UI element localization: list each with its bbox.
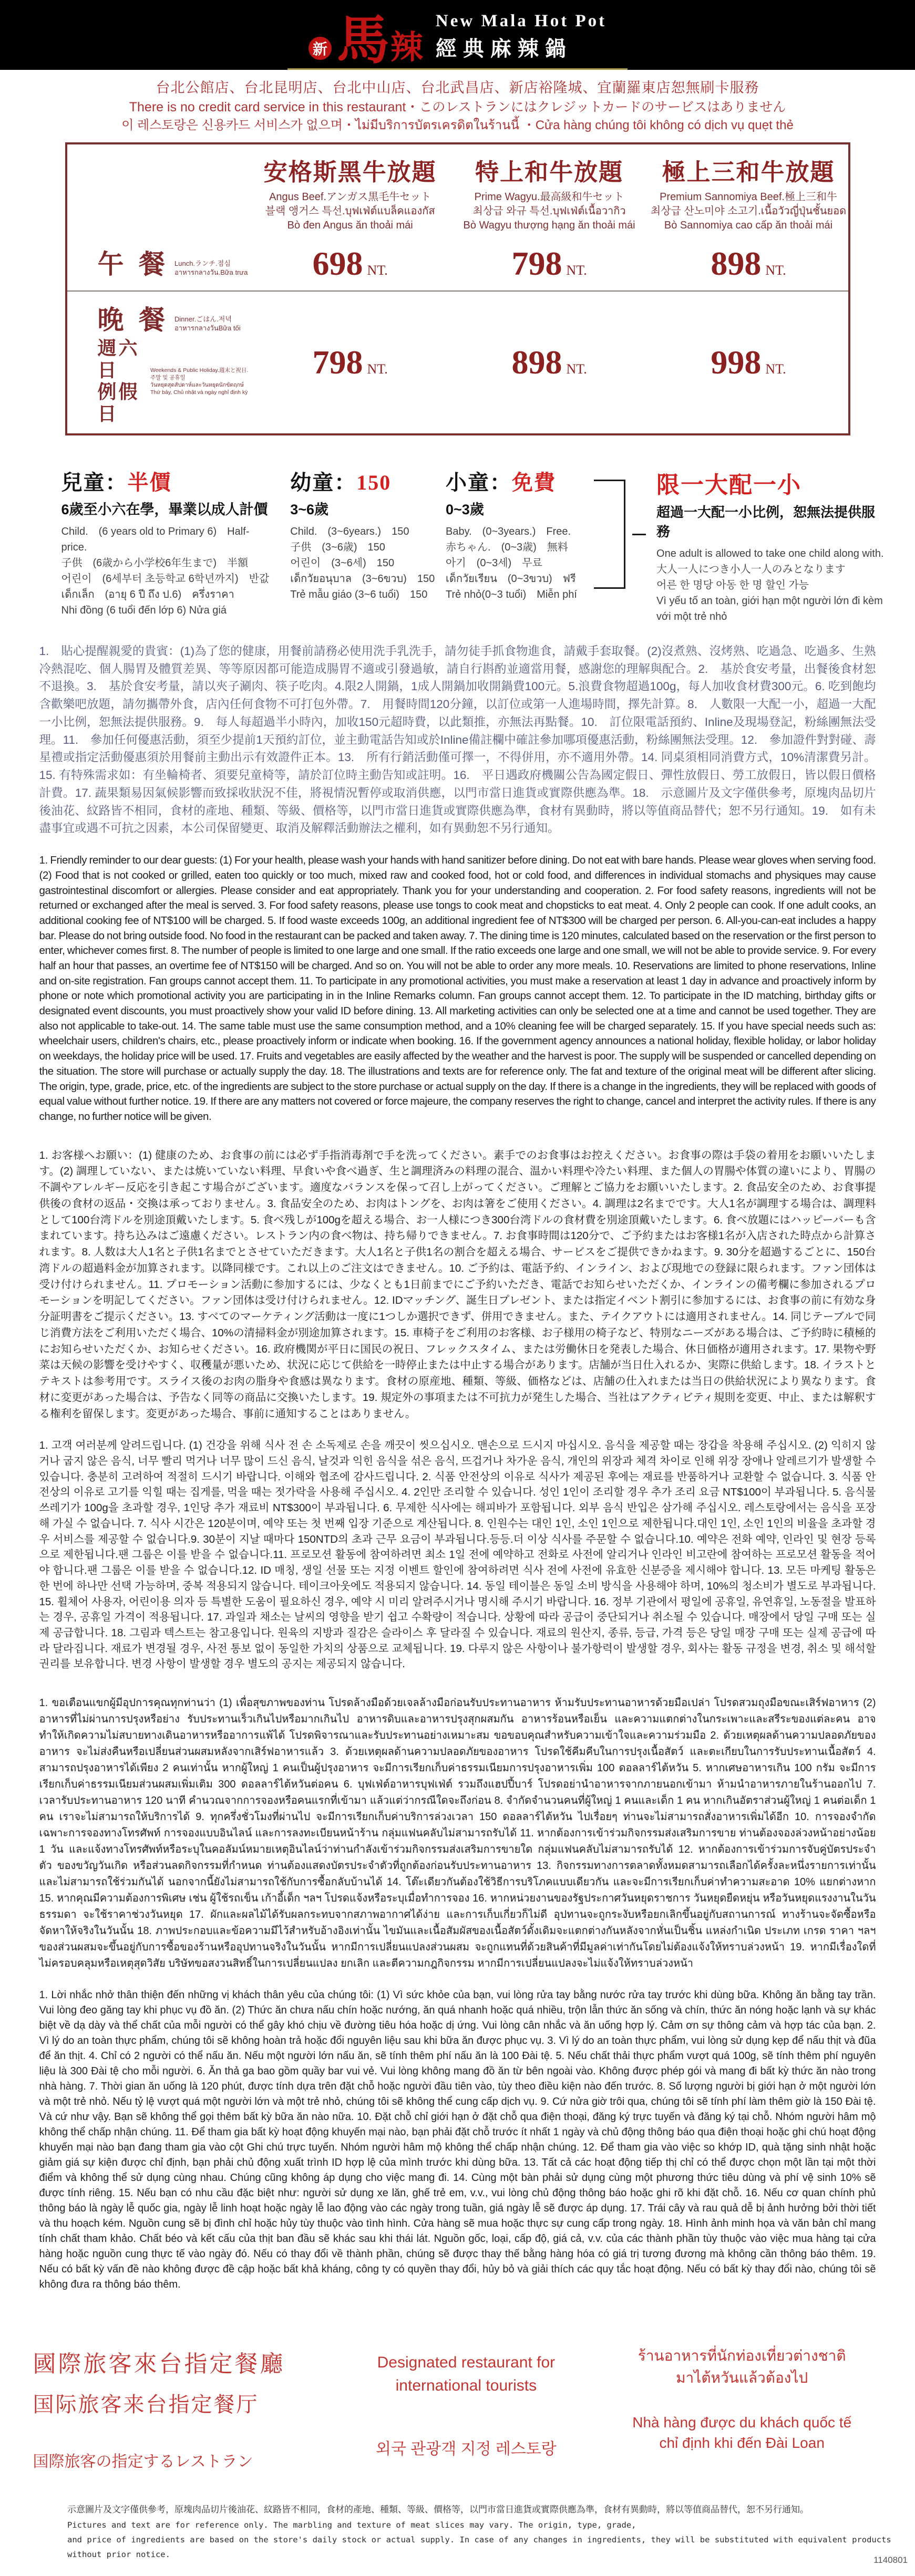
designated-ja: 国際旅客の指定するレストラン xyxy=(33,2453,253,2471)
price-value: 898 xyxy=(711,245,762,283)
weekend-sub-1: Weekends & Public Holiday.週末と祝日.주말 및 공휴일 xyxy=(150,367,249,381)
document-number: 1140801 xyxy=(873,2554,908,2565)
line-ja: 子供 (3~6歳) 150 xyxy=(290,541,385,553)
plan-angus-dinner xyxy=(251,292,450,433)
weekend-sub-2: วันหยุดสุดสัปดาห์และวันหยุดนักขัตฤกษ์ xyxy=(150,382,244,389)
line-th: เด็กวัยอนุบาล (3~6ขวบ) 150 xyxy=(290,573,435,585)
weekend-label-zh xyxy=(98,338,145,425)
brand-title-zh: 經典麻辣鍋 xyxy=(435,37,572,60)
limit-lines xyxy=(656,546,888,625)
toddler-title-value: 150 xyxy=(356,470,392,494)
designated-vi-line1: Nhà hàng được du khách quốc tế xyxy=(632,2414,852,2431)
plan-sannomiya xyxy=(649,144,848,290)
line-ko: 어린이 (3~6세) 150 xyxy=(290,557,395,569)
plan-wagyu-sub2: 최상급 와규 특선.บุฟเฟ่ต์เนื้อวากิว xyxy=(472,205,626,217)
brand-xin-text: 新 xyxy=(312,41,327,58)
baby-title-value: 免費 xyxy=(512,470,557,494)
price-value: 898 xyxy=(511,344,562,381)
footer-en-line2: and price of ingredients are based on the store's daily stock or actual supply. In case of any changes in ingredients, they will be substituted with equivalent products without prior notice. xyxy=(67,2535,891,2559)
lunch-label-zh: 午 餐 xyxy=(97,250,169,279)
price-value: 798 xyxy=(312,344,363,381)
baby-lines xyxy=(446,524,594,603)
line-vi: Nhi đồng (6 tuổi đến lớp 6) Nửa giá xyxy=(61,604,227,616)
bracket-dash xyxy=(632,534,646,535)
footer-en-line1: Pictures and text are for reference only. The marbling and texture of meat slices may vary. The origin, type, grade, xyxy=(67,2520,636,2530)
plan-sannomiya-sub2: 최상급 산노미야 소고기.เนื้อวัวญี่ปุ่นชั้นยอด xyxy=(650,205,847,217)
designated-en xyxy=(337,2351,595,2397)
group-bracket xyxy=(594,480,632,625)
plan-wagyu-dinner xyxy=(450,292,649,433)
rules-zh: 1. 貼心提醒親愛的貴賓：(1)為了您的健康，用餐前請務必使用洗手乳洗手，請勿徒手抓食物進食，請戴手套取餐。(2)沒煮熟、沒烤熟、吃過急、吃過多、生熟冷熱混吃、個人腸胃及體質差異、等等原因都可能造成腸胃不適或引發過敏，請自行斟酌並適當用餐，感謝您的理解與配合。2. 基於食安考量，出餐後食材恕不退換。3. 基於食安考量，請以夾子涮肉、筷子吃肉。4.限2人開鍋，1成人開鍋加收開鍋費100元。5.浪費食物超過100g，每人加收食材費300元。6. 吃到飽均含歡樂吧放題，請勿攜帶外食，店內任何食物不可打包外帶。7. 用餐時間120分鐘，以訂位或第一人進場時間，擇先計算。8. 人數限一大配一小，超過一大配一小比例，恕無法提供服務。9. 每人每超過半小時內，加收150元超時費，以此類推，亦無法再點餐。10. 訂位限電話預約、Inline及現場登記，粉絲團無法受理。11. 參加任何優惠活動，須至少提前1天預約訂位，並主動電話告知或於Inline備註欄中確註參加哪項優惠活動，粉絲團無法受理。12. 參加證件對對碰、壽星禮或指定活動優惠須於用餐前主動出示有效證件正本。13. 所有行銷活動僅可擇一，不得併用，亦不適用外帶。14. 同桌須相同消費方式，10%清潔費另計。15. 有特殊需求如：有坐輪椅者、須要兒童椅等，請於訂位時主動告知或註明。16. 平日遇政府機關公告為國定假日、彈性放假日、勞工放假日，皆以假日價格計費。17. 蔬果類易因氣候影響而致採收狀況不佳，將視情況暫停或取消供應，以門市當日進貨或實際供應為準。18. 示意圖片及文字僅供參考，原塊肉品切片後油花、紋路皆不相同，食材的產地、種類、等級、價格等，以門市當日進貨或實際供應為準，食材有異動時，將以等值商品替代；恕不另行通知。19. 如有未盡事宜或遇不可抗之因素，本公司保留變更、取消及解釋活動辦法之權利，如有異動恕不另行通知。 xyxy=(39,644,876,835)
limit-zh-sub: 超過一大配一小比例，恕無法提供服務 xyxy=(656,504,876,539)
plan-angus-sub3: Bò đen Angus ăn thoải mái xyxy=(287,220,413,232)
plan-angus-sub1: Angus Beef.アンガス黒毛牛セット xyxy=(269,191,431,203)
rules-notes xyxy=(39,642,879,2292)
plan-sannomiya-dinner xyxy=(649,292,848,433)
child-halfprice-lines xyxy=(61,524,275,618)
child-title-zh: 兒童： xyxy=(61,470,128,494)
baby-title-zh: 小童： xyxy=(446,470,512,494)
line-vi: Vì yếu tố an toàn, giới hạn một người lớn đi kèm với một trẻ nhỏ xyxy=(656,595,883,622)
plan-angus xyxy=(251,144,450,290)
designated-zh-simplified: 国际旅客来台指定餐厅 xyxy=(33,2393,259,2417)
price-table xyxy=(65,142,850,435)
rules-th: 1. ขอเตือนแขกผู้มีอุปการคุณทุกท่านว่า (1) เพื่อสุขภาพของท่าน โปรดล้างมือด้วยเจลล้างมือก่อนรับประทานอาหาร ห้ามรับประทานอาหารด้วยมือเปล่า โปรดสวมถุงมือขณะเสิร์ฟอาหาร (2) อาหารที่ไม่ผ่านการปรุงหรือย่าง รับประทานเร็วเกินไปหรือมากเกินไป อาหารดิบและอาหารปรุงสุกผสมกัน อาหารร้อนหรือเย็น และความแตกต่างในกระเพาะและสรีระของแต่ละคน อาจทำให้เกิดความไม่สบายทางเดินอาหารหรืออาการแพ้ได้ โปรดพิจารณาและรับประทานอย่างเหมาะสม ขอขอบคุณสำหรับความเข้าใจและความร่วมมือ 2. ด้วยเหตุผลด้านความปลอดภัยของอาหาร จะไม่ส่งคืนหรือเปลี่ยนส่วนผสมหลังจากเสิร์ฟอาหารแล้ว 3. ด้วยเหตุผลด้านความปลอดภัยของอาหาร โปรดใช้คีมคีบในการปรุงเนื้อสัตว์ และตะเกียบในการรับประทานเนื้อสัตว์ 4. สามารถปรุงอาหารได้เพียง 2 คนเท่านั้น หากผู้ใหญ่ 1 คนเป็นผู้ปรุงอาหาร จะมีการเรียกเก็บค่าธรรมเนียมการปรุงอาหารเพิ่ม 100 ดอลลาร์ไต้หวัน 5. หากเศษอาหารเกิน 100 กรัม จะมีการเรียกเก็บค่าธรรมเนียมส่วนผสมเพิ่มเติม 300 ดอลลาร์ไต้หวันต่อคน 6. บุฟเฟ่ต์อาหารบุฟเฟ่ต์ รวมถึงแฮปปี้บาร์ โปรดอย่านำอาหารจากภายนอกเข้ามา ห้ามนำอาหารภายในร้านออกไป 7. เวลารับประทานอาหาร 120 นาที คำนวณจากการจองหรือคนแรกที่เข้ามา แล้วแต่ว่ากรณีใดจะถึงก่อน 8. จำกัดจำนวนคนที่ผู้ใหญ่ 1 คนและเด็ก 1 คน หากเกินอัตราส่วนผู้ใหญ่ 1 คนต่อเด็ก 1 คน เราจะไม่สามารถให้บริการได้ 9. ทุกครึ่งชั่วโมงที่ผ่านไป จะมีการเรียกเก็บค่าบริการล่วงเวลา 150 ดอลลาร์ไต้หวัน ไปเรื่อยๆ ท่านจะไม่สามารถสั่งอาหารเพิ่มได้อีก 10. การจองจำกัดเฉพาะการจองทางโทรศัพท์ การจองแบบอินไลน์ และการลงทะเบียนหน้าร้าน กลุ่มแฟนคลับไม่สามารถรับได้ 11. หากต้องการเข้าร่วมกิจกรรมส่งเสริมการขาย ท่านต้องจองล่วงหน้าอย่างน้อย 1 วัน และแจ้งทางโทรศัพท์หรือระบุในคอลัมน์หมายเหตุอินไลน์ว่าท่านกำลังเข้าร่วมกิจกรรมส่งเสริมการขายใด กลุ่มแฟนคลับไม่สามารถรับได้ 12. หากต้องการเข้าร่วมการจับคู่บัตรประจำตัว ของขวัญวันเกิด หรือส่วนลดกิจกรรมที่กำหนด ท่านต้องแสดงบัตรประจำตัวที่ถูกต้องก่อนรับประทานอาหาร 13. กิจกรรมทางการตลาดทั้งหมดสามารถเลือกได้ครั้งละหนึ่งรายการเท่านั้น และไม่สามารถใช้ร่วมกันได้ นอกจากนี้ยังไม่สามารถใช้กับการซื้อกลับบ้านได้ 14. โต๊ะเดียวกันต้องใช้วิธีการบริโภคแบบเดียวกัน และจะมีการเรียกเก็บค่าทำความสะอาด 10% แยกต่างหาก 15. หากคุณมีความต้องการพิเศษ เช่น ผู้ใช้รถเข็น เก้าอี้เด็ก ฯลฯ โปรดแจ้งหรือระบุเมื่อทำการจอง 16. หากหน่วยงานของรัฐประกาศวันหยุดราชการ วันหยุดยืดหยุ่น หรือวันหยุดแรงงานในวันธรรมดา จะใช้ราคาช่วงวันหยุด 17. ผักและผลไม้ได้รับผลกระทบจากสภาพอากาศได้ง่าย และการเก็บเกี่ยวก็ไม่ดี อุปทานจะถูกระงับหรือยกเลิกขึ้นอยู่กับสถานการณ์ ทางร้านจะจัดซื้อหรือจัดหาให้จริงในวันนั้น 18. ภาพประกอบและข้อความมีไว้สำหรับอ้างอิงเท่านั้น ไขมันและเนื้อสัมผัสของเนื้อสัตว์ดั้งเดิมจะแตกต่างกันหลังจากหั่นเป็นชิ้น แหล่งกำเนิด ประเภท เกรด ราคา ฯลฯ ของส่วนผสมจะขึ้นอยู่กับการซื้อของร้านหรืออุปทานจริงในวันนั้น หากมีการเปลี่ยนแปลงส่วนผสม จะถูกแทนที่ด้วยสินค้าที่มีมูลค่าเท่ากันโดยไม่ต้องแจ้งให้ทราบล่วงหน้า 19. หากมีเรื่องใดที่ไม่ครอบคลุมหรือเหตุสุดวิสัย บริษัทขอสงวนสิทธิ์ในการเปลี่ยนแปลง ยกเลิก และตีความกฎกิจกรรม หากมีการเปลี่ยนแปลงจะไม่แจ้งให้ทราบล่วงหน้า xyxy=(39,1697,879,1970)
line-en: Child. (6 years old to Primary 6) Half-price. xyxy=(61,525,250,553)
footer-disclaimer-zh: 示意圖片及文字僅供參考，原塊肉品切片後油花、紋路皆不相同，食材的產地、種類、等級、價格等，以門市當日進貨或實際供應為準，食材有異動時，將以等值商品替代，恕不另行通知。 xyxy=(67,2505,809,2515)
price-table-dinner-row xyxy=(67,292,848,433)
price-currency: NT. xyxy=(367,263,388,278)
child-halfprice-block xyxy=(61,466,275,618)
line-vi: Trẻ nhỏ(0~3 tuổi) Miễn phí xyxy=(446,588,577,600)
designated-en-line1: Designated restaurant for xyxy=(377,2354,556,2372)
rules-en: 1. Friendly reminder to our dear guests: (1) For your health, please wash your hands with hand sanitizer before dining. Do not eat with bare hands. Please wear gloves when serving food. (2) Food that is not cooked or grilled, eaten too quickly or too much, mixed raw and cooked food, hot or cold food, and differences in individual stomachs and physiques may cause gastrointestinal discomfort or allergies. Please consider and eat appropriately. Thank you for your understanding and cooperation. 2. For food safety reasons, ingredients will not be returned or exchanged after the meal is served. 3. For food safety reasons, please use tongs to cook meat and chopsticks to eat meat. 4. Only 2 people can cook. If one adult cooks, an additional cooking fee of NT$100 will be charged. 5. If food waste exceeds 100g, an additional ingredient fee of NT$300 will be charged per person. 6. All-you-can-eat includes a happy bar. Please do not bring outside food. No food in the restaurant can be packed and taken away. 7. The dining time is 120 minutes, calculated based on the reservation or the first person to enter, whichever comes first. 8. The number of people is limited to one large and one small. If the ratio exceeds one large and one small, we will not be able to provide service. 9. For every half an hour that passes, an overtime fee of NT$150 will be charged. And so on. You will not be able to order any more meals. 10. Reservations are limited to phone reservations, Inline and on-site registration. Fan groups cannot accept them. 11. To participate in any promotional activities, you must make a reservation at least 1 day in advance and proactively inform by phone or note which promotional activity you are participating in in the Inline Remarks column. Fan groups cannot accept them. 12. To participate in the ID matching, birthday gifts or designated event discounts, you must proactively show your valid ID before dining. 13. All marketing activities can only be selected one at a time and cannot be used together. They are also not applicable to take-out. 14. The same table must use the same consumption method, and a 10% cleaning fee will be charged separately. 15. If you have special needs such as: wheelchair users, children's chairs, etc., please proactively inform or indicate when booking. 16. If the government agency announces a national holiday, flexible holiday, or labor holiday on weekdays, the holiday price will be used. 17. Fruits and vegetables are easily affected by the weather and the harvest is poor. The supply will be suspended or cancelled depending on the situation. The store will purchase or actually supply the day. 18. The illustrations and texts are for reference only. The fat and texture of the original meat will be different after slicing. The origin, type, grade, price, etc. of the ingredients are subject to the store purchase or actual supply on the day. If there is a change in the ingredients, they will be replaced with goods of equal value without further notice. 19. If there are any matters not covered or force majeure, the company reserves the right to change, cancel and interpret the activity rules. If there is any change, no further notice will be given. xyxy=(39,854,878,1123)
line-en: Child. (3~6years.) 150 xyxy=(290,525,409,537)
designated-th-line1: ร้านอาหารที่นักท่องเที่ยวต่างชาติ xyxy=(638,2348,846,2364)
dinner-label-zh: 晚 餐 xyxy=(97,305,169,335)
brand-xin-badge xyxy=(309,37,332,60)
notice-line-zh: 台北公館店、台北昆明店、台北中山店、台北武昌店、新店裕隆城、宜蘭羅東店恕無刷卡服務 xyxy=(156,80,759,96)
line-ko: 어른 한 명당 아동 한 명 할인 가능 xyxy=(656,579,809,591)
lunch-label-subs xyxy=(174,259,248,277)
price-currency: NT. xyxy=(765,361,786,377)
rules-ko: 1. 고객 여러분께 알려드립니다. (1) 건강을 위해 식사 전 손 소독제로 손을 깨끗이 씻으십시오. 맨손으로 드시지 마십시오. 음식을 제공할 때는 장갑을 착용해 주십시오. (2) 익히지 않거나 굽지 않은 음식, 너무 빨리 먹거나 너무 많이 드신 음식, 날것과 익힌 음식을 섞은 음식, 뜨겁거나 차가운 음식, 개인의 위장과 체격 차이로 인해 위장 장애나 알레르기가 발생할 수 있습니다. 충분히 고려하여 적절히 드시기 바랍니다. 이해와 협조에 감사드립니다. 2. 식품 안전상의 이유로 식사가 제공된 후에는 재료를 반품하거나 교환할 수 없습니다. 3. 식품 안전상의 이유로 고기를 익힐 때는 집게를, 먹을 때는 젓가락을 사용해 주십시오. 4. 2인만 조리할 수 있습니다. 성인 1인이 조리할 경우 추가 조리 요금 NT$100이 부과됩니다. 5. 음식물 쓰레기가 100g을 초과할 경우, 1인당 추가 재료비 NT$300이 부과됩니다. 6. 무제한 식사에는 해피바가 포함됩니다. 외부 음식 반입은 삼가해 주십시오. 레스토랑에서는 음식을 포장해 가실 수 없습니다. 7. 식사 시간은 120분이며, 예약 또는 첫 번째 입장 기준으로 계산됩니다. 8. 인원수는 대인 1인, 소인 1인으로 제한됩니다.대인 1인, 소인 1인의 비율을 초과할 경우 서비스를 제공할 수 없습니다.9. 30분이 지날 때마다 150NTD의 초과 근무 요금이 부과됩니다.등등.더 이상 식사를 주문할 수 없습니다.10. 예약은 전화 예약, 인라인 및 현장 등록으로 제한됩니다.팬 그룹은 이를 받을 수 없습니다.11. 프로모션 활동에 참여하려면 최소 1일 전에 예약하고 전화로 사전에 알리거나 인라인 비고란에 참여하는 프로모션 활동을 적어야 합니다.팬 그룹은 이를 받을 수 없습니다.12. ID 매칭, 생일 선물 또는 지정 이벤트 할인에 참여하려면 식사 전에 사전에 유효한 신분증을 제시해야 합니다. 13. 모든 마케팅 활동은 한 번에 하나만 선택 가능하며, 중복 적용되지 않습니다. 테이크아웃에도 적용되지 않습니다. 14. 동일 테이블은 동일 소비 방식을 사용해야 하며, 10%의 청소비가 별도로 부과됩니다. 15. 휠체어 사용자, 어린이용 의자 등 특별한 도움이 필요하신 경우, 예약 시 미리 알려주시거나 명시해 주시기 바랍니다. 16. 정부 기관에서 평일에 공휴일, 유연휴일, 노동절을 발표하는 경우, 공휴일 가격이 적용됩니다. 17. 과일과 채소는 날씨의 영향을 받기 쉽고 수확량이 적습니다. 상황에 따라 공급이 중단되거나 취소될 수 있습니다. 매장에서 당일 구매 또는 실제 공급합니다. 18. 그림과 텍스트는 참고용입니다. 원육의 지방과 질감은 슬라이스 후 달라질 수 있습니다. 재료의 원산지, 종류, 등급, 가격 등은 당일 매장 구매 또는 실제 공급에 따라 달라집니다. 재료가 변경될 경우, 사전 통보 없이 동일한 가치의 상품으로 교체됩니다. 19. 다루지 않은 사항이나 불가항력이 발생할 경우, 회사는 활동 규정을 변경, 취소 및 해석할 권리를 보유합니다. 변경 사항이 발생할 경우 별도의 공지는 제공되지 않습니다. xyxy=(39,1439,879,1670)
designated-en-line2: international tourists xyxy=(395,2376,537,2394)
price-value: 998 xyxy=(711,344,762,381)
adult-child-limit-block xyxy=(656,466,888,625)
footer xyxy=(0,2502,915,2576)
brand-title-group xyxy=(436,12,606,62)
rules-vi: 1. Lời nhắc nhở thân thiện đến những vị khách thân yêu của chúng tôi: (1) Vì sức khỏe của bạn, vui lòng rửa tay bằng nước rửa tay trước khi dùng bữa. Không ăn bằng tay trần. Vui lòng đeo găng tay khi phục vụ đồ ăn. (2) Thức ăn chưa nấu chín hoặc nướng, ăn quá nhanh hoặc quá nhiều, trộn lẫn thức ăn sống và chín, thức ăn nóng hoặc lạnh và sự khác biệt về dạ dày và thể chất của mỗi người có thể gây khó chịu về đường tiêu hóa hoặc dị ứng. Vui lòng cân nhắc và ăn uống hợp lý. Cảm ơn sự thông cảm và hợp tác của bạn. 2. Vì lý do an toàn thực phẩm, chúng tôi sẽ không hoàn trả hoặc đổi nguyên liệu sau khi bữa ăn được phục vụ. 3. Vì lý do an toàn thực phẩm, vui lòng sử dụng kẹp để nấu thịt và đũa để ăn thịt. 4. Chỉ có 2 người có thể nấu ăn. Nếu một người lớn nấu ăn, sẽ tính thêm phí nấu ăn là 100 Đài tệ. 5. Nếu chất thải thực phẩm vượt quá 100g, sẽ tính thêm phí nguyên liệu là 300 Đài tệ cho mỗi người. 6. Ăn thả ga bao gồm quầy bar vui vẻ. Vui lòng không mang đồ ăn từ bên ngoài vào. Không được phép gói và mang đi bất kỳ thức ăn nào trong nhà hàng. 7. Thời gian ăn uống là 120 phút, được tính dựa trên đặt chỗ hoặc người đầu tiên vào, tùy theo điều kiện nào đến trước. 8. Số lượng người bị giới hạn ở một người lớn và một trẻ nhỏ. Nếu tỷ lệ vượt quá một người lớn và một trẻ nhỏ, chúng tôi sẽ không thể cung cấp dịch vụ. 9. Cứ nửa giờ trôi qua, chúng tôi sẽ tính phí làm thêm giờ là 150 Đài tệ. Và cứ như vậy. Bạn sẽ không thể gọi thêm bất kỳ bữa ăn nào nữa. 10. Đặt chỗ chỉ giới hạn ở đặt chỗ qua điện thoại, đăng ký trực tuyến và đăng ký tại chỗ. Nhóm người hâm mộ không thể chấp nhận chúng. 11. Để tham gia bất kỳ hoạt động khuyến mại nào, bạn phải đặt chỗ trước ít nhất 1 ngày và chủ động thông báo qua điện thoại hoặc ghi chú hoạt động khuyến mại nào bạn đang tham gia vào cột Ghi chú trực tuyến. Nhóm người hâm mộ không thể chấp nhận chúng. 12. Để tham gia vào việc so khớp ID, quà tặng sinh nhật hoặc giảm giá sự kiện được chỉ định, bạn phải chủ động xuất trình ID hợp lệ của mình trước khi dùng bữa. 13. Tất cả các hoạt động tiếp thị chỉ có thể được chọn một lần tại một thời điểm và không thể sử dụng cùng nhau. Chúng cũng không áp dụng cho việc mang đi. 14. Cùng một bàn phải sử dụng cùng một phương thức tiêu dùng và phí vệ sinh 10% sẽ được tính riêng. 15. Nếu bạn có nhu cầu đặc biệt như: người sử dụng xe lăn, ghế trẻ em, v.v., vui lòng chủ động thông báo hoặc ghi rõ khi đặt chỗ. 16. Nếu cơ quan chính phủ thông báo là ngày lễ quốc gia, ngày lễ linh hoạt hoặc ngày lễ lao động vào các ngày trong tuần, giá ngày lễ sẽ được áp dụng. 17. Trái cây và rau quả dễ bị ảnh hưởng bởi thời tiết và thu hoạch kém. Nguồn cung sẽ bị đình chỉ hoặc hủy tùy thuộc vào tình hình. Cửa hàng sẽ mua hoặc thực sự cung cấp trong ngày. 18. Hình ảnh minh họa và văn bản chỉ mang tính chất tham khảo. Chất béo và kết cấu của thịt ban đầu sẽ khác sau khi thái lát. Nguồn gốc, loại, cấp độ, giá cả, v.v. của các thành phần tùy thuộc vào việc mua hàng tại cửa hàng hoặc nguồn cung thực tế vào ngày đó. Nếu có thay đổi về thành phần, chúng sẽ được thay thế bằng hàng hóa có giá trị tương đương mà không cần thông báo thêm. 19. Nếu có bất kỳ vấn đề nào không được đề cập hoặc bất khả kháng, công ty có quyền thay đổi, hủy bỏ và giải thích các quy tắc hoạt động. Nếu có bất kỳ thay đổi nào, chúng tôi sẽ không đưa ra thông báo thêm. xyxy=(39,1989,879,2291)
plan-wagyu-dinner-price xyxy=(511,343,587,382)
plan-wagyu-sub3: Bò Wagyu thượng hạng ăn thoải mái xyxy=(463,220,635,232)
line-vi: Trẻ mẫu giáo (3~6 tuổi) 150 xyxy=(290,588,428,600)
line-en: One adult is allowed to take one child along with. xyxy=(656,547,884,559)
designated-th-line2: มาไต้หวันแล้วต้องไป xyxy=(676,2370,808,2386)
baby-zh-sub: 0~3歲 xyxy=(446,501,484,517)
price-value: 698 xyxy=(312,245,363,283)
brand-la-glyph: 辣 xyxy=(390,30,423,66)
designated-vi-line2: chỉ định khi đến Đài Loan xyxy=(659,2435,825,2452)
price-currency: NT. xyxy=(566,263,587,278)
baby-title xyxy=(446,466,594,496)
toddler-title-zh: 幼童： xyxy=(290,470,357,494)
line-th: เด็กเล็ก (อายุ 6 ปี ถึง ป.6) ครึ่งราคา xyxy=(61,588,234,600)
plan-angus-dinner-price xyxy=(313,343,388,382)
designated-zh-traditional: 國際旅客來台指定餐廳 xyxy=(33,2351,285,2377)
credit-card-notice xyxy=(0,78,915,134)
dinner-sub-2: อาหารกลางวันBữa tối xyxy=(174,324,241,332)
dinner-label-subs xyxy=(174,315,241,333)
line-ko: 어린이 (6세부터 초등학교 6학년까지) 반값 xyxy=(61,573,270,585)
price-currency: NT. xyxy=(765,263,786,278)
plan-sannomiya-sub3: Bò Sannomiya cao cấp ăn thoải mái xyxy=(664,220,833,232)
dinner-sub-1: Dinner.ごはん.저녁 xyxy=(174,315,232,323)
line-ja: 子供 (6歳から小学校6年生まで) 半額 xyxy=(61,557,249,569)
designated-th xyxy=(595,2345,889,2389)
plan-sannomiya-title: 極上三和牛放題 xyxy=(662,159,835,186)
notice-line-ko-th-vi: 이 레스토랑은 신용카드 서비스가 없으며・ไม่มีบริการบัตรเครดิตในร้านนี้ ・Cửa hàng chúng tôi không có dịch vụ quẹt thẻ xyxy=(121,118,794,132)
designated-left-column xyxy=(27,2345,337,2471)
notice-line-en-ja: There is no credit card service in this restaurant・このレストランにはクレジットカードのサービスはありません xyxy=(129,99,786,115)
limit-title: 限一大配一小 xyxy=(656,472,802,498)
toddler-block xyxy=(290,466,438,603)
meal-label-dinner xyxy=(67,292,251,433)
line-ja: 大人一人につき小人一人のみとなります xyxy=(656,563,846,575)
footer-disclaimer-en xyxy=(67,2518,894,2562)
lunch-sub-1: Lunch.ランチ.점심 xyxy=(174,259,231,267)
line-th: เด็กวัยเรียน (0~3ขวบ) ฟรี xyxy=(446,573,576,585)
plan-sannomiya-lunch-price xyxy=(649,244,848,283)
price-currency: NT. xyxy=(367,361,388,377)
plan-sannomiya-dinner-price xyxy=(711,343,786,382)
line-en: Baby. (0~3years.) Free. xyxy=(446,525,571,537)
price-currency: NT. xyxy=(566,361,587,377)
plan-wagyu xyxy=(450,144,649,290)
plan-wagyu-lunch-price xyxy=(450,244,649,283)
weekend-sub-3: Thứ bảy, Chủ nhật và ngày nghỉ định kỳ xyxy=(150,389,248,396)
weekend-label-subs xyxy=(150,367,251,397)
child-title-value: 半價 xyxy=(127,470,172,494)
toddler-title xyxy=(290,466,438,496)
brand-logo xyxy=(287,8,628,70)
child-halfprice-zh-sub: 6歲至小六在學，畢業以成人計價 xyxy=(61,501,268,517)
weekend-zh-1: 週六日 xyxy=(97,338,140,381)
plan-sannomiya-sub1: Premium Sannomiya Beef.極上三和牛 xyxy=(660,191,837,203)
line-ko: 아기 (0~3세) 무료 xyxy=(446,557,542,569)
bracket-shape xyxy=(594,480,625,589)
designated-vi xyxy=(595,2412,889,2453)
designated-center-column xyxy=(337,2345,595,2471)
designated-ko: 외국 관광객 지정 레스토랑 xyxy=(375,2440,557,2458)
toddler-lines xyxy=(290,524,438,603)
lunch-sub-2: อาหารกลางวัน.Bữa trưa xyxy=(174,268,248,276)
baby-block xyxy=(446,466,594,603)
plan-angus-lunch-price xyxy=(251,244,450,283)
meal-label-lunch xyxy=(67,144,251,290)
rules-ja: 1. お客様へお願い：(1) 健康のため、お食事の前には必ず手指消毒剤で手を洗ってください。素手でのお食事はお控えください。お食事の際は手袋の着用をお願いいたします。(2) 調理していない、または焼いていない料理、早食いや食べ過ぎ、生と調理済みの料理の混合、温かい料理や冷たい料理、また個人の胃腸や体質の違いにより、胃腸の不調やアレルギー反応を引き起こす場合がございます。適度なバランスを保って召し上がってください。ご理解とご協力をお願いいたします。2. 食品安全のため、お食事提供後の食材の返品・交換は承っておりません。3. 食品安全のため、お肉はトングを、お肉は箸をご使用ください。4. 調理は2名までです。大人1名が調理する場合は、調理料として100台湾ドルを別途頂戴いたします。5. 食べ残しが100gを超える場合、お一人様につき300台湾ドルの食材費を別途頂戴いたします。6. 食べ放題にはハッピーバーも含まれています。持ち込みはご遠慮ください。レストラン内の食べ物は、持ち帰りできません。7. お食事時間は120分で、ご予約またはお客様1名が入店された時点から計算されます。8. 人数は大人1名と子供1名までとさせていただきます。大人1名と子供1名の割合を超える場合、サービスをご提供できかねます。9. 30分を超過するごとに、150台湾ドルの超過料金が加算されます。以降同様です。これ以上のご注文はできません。10. ご予約は、電話予約、インライン、および現地での登録に限られます。ファン団体は受け付けられません。11. プロモーション活動に参加するには、少なくとも1日前までにご予約いただき、電話でお知らせいただくか、インラインの備考欄に参加されるプロモーションを明記してください。ファン団体は受け付けられません。12. IDマッチング、誕生日プレゼント、または指定イベント割引に参加するには、お食事の前に有効な身分証明書をご提示ください。13. すべてのマーケティング活動は一度に1つしか選択できず、併用できません。また、テイクアウトには適用されません。14. 同じテーブルで同じ消費方法をご利用いただく場合、10%の清掃料金が別途加算されます。15. 車椅子をご利用のお客様、お子様用の椅子など、特別なニーズがある場合は、ご予約時に積極的にお知らせいただくか、お知らせください。16. 政府機関が平日に国民の祝日、フレックスタイム、または労働休日を発表した場合、休日価格が適用されます。17. 果物や野菜は天候の影響を受けやすく、収穫量が悪いため、状況に応じて供給を一時停止または中止する場合があります。店舗が当日仕入れるか、実際に供給します。18. イラストとテキストは参考用です。スライス後のお肉の脂身や食感は異なります。食材の原産地、種類、等級、価格などは、店舗の仕入れまたは当日の供給状況により異なります。食材に変更があった場合は、予告なく同等の商品に交換いたします。19. 規定外の事項または不可抗力が発生した場合、当社はアクティビティ規則を変更、中止、または解釈する権利を留保します。変更があった場合、事前に通知することはありません。 xyxy=(39,1149,876,1420)
brand-ma-glyph: 馬 xyxy=(336,12,389,70)
child-halfprice-title xyxy=(61,466,275,496)
plan-wagyu-sub1: Prime Wagyu.最高級和牛セット xyxy=(474,191,624,203)
weekend-zh-2: 例假日 xyxy=(97,381,140,424)
price-value: 798 xyxy=(511,245,562,283)
plan-angus-title: 安格斯黑牛放題 xyxy=(263,159,437,186)
children-pricing xyxy=(27,466,889,625)
brand-title-en: New Mala Hot Pot xyxy=(435,12,607,30)
designated-right-column xyxy=(595,2345,889,2471)
toddler-zh-sub: 3~6歲 xyxy=(290,501,329,517)
plan-wagyu-title: 特上和牛放題 xyxy=(475,159,624,186)
designated-restaurant-section xyxy=(27,2345,889,2471)
price-table-lunch-row xyxy=(67,144,848,290)
plan-angus-sub2: 블랙 앵거스 특선.บุฟเฟ่ต์แบล็คแองกัส xyxy=(265,205,435,217)
line-ja: 赤ちゃん. (0~3歳) 無料 xyxy=(446,541,568,553)
header-bar xyxy=(0,0,915,70)
